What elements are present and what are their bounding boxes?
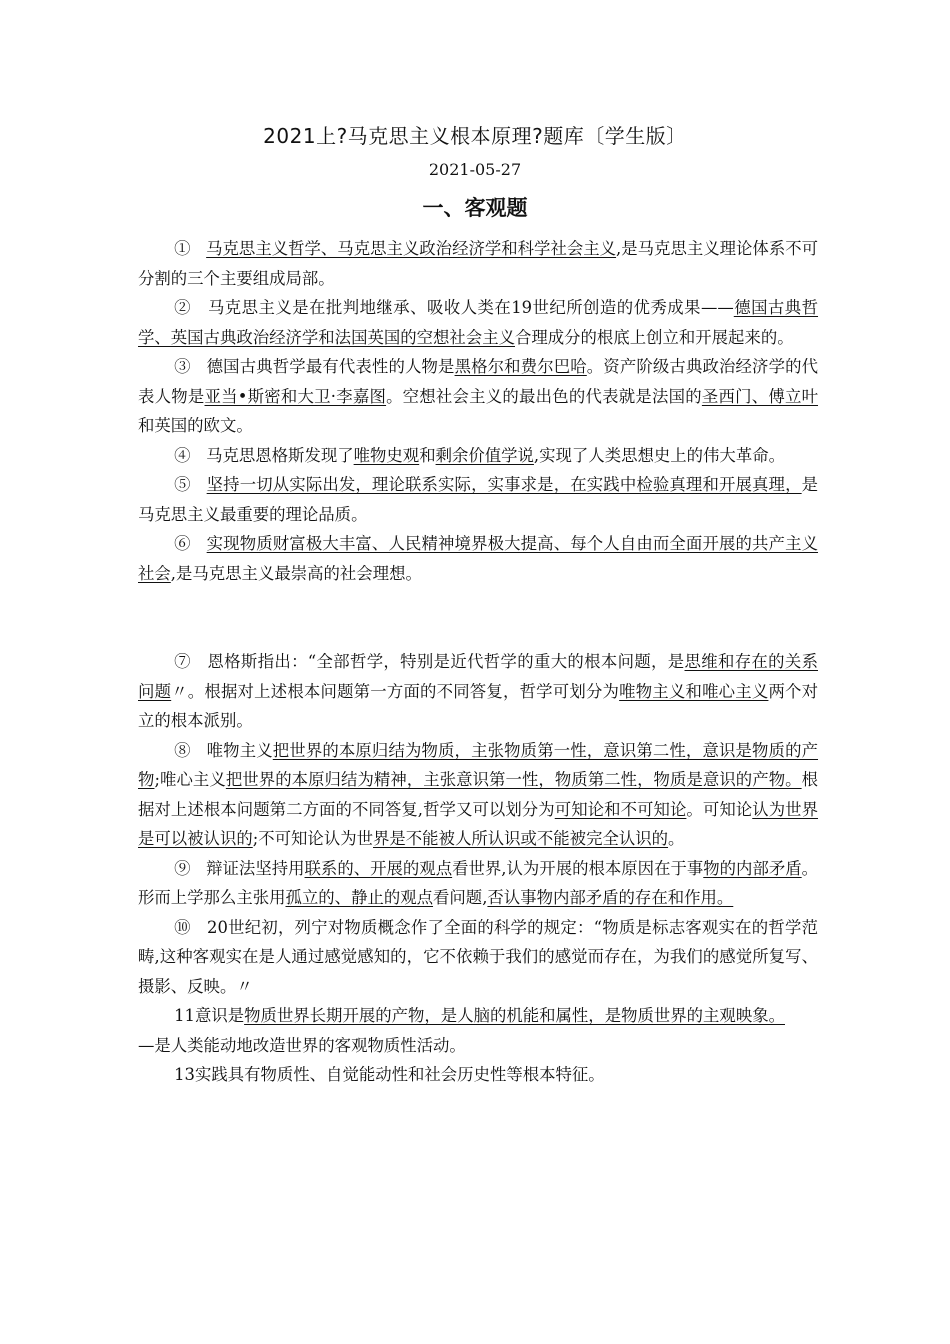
underlined-answer: 界是不能被人所认识或不能被完全认识的	[373, 829, 669, 848]
paragraph-number: ⑤	[174, 475, 191, 494]
underlined-answer: 实现物质财富极大丰富、人民精神境界极大提高、每个人自由而全面开展的共产主义社会	[138, 534, 819, 583]
paragraph	[138, 854, 818, 913]
paragraph-number: ⑥	[174, 534, 191, 553]
paragraph	[138, 234, 818, 293]
paragraph	[138, 529, 818, 588]
underlined-answer: 德国古典哲学、英国古典政治经济学和法国英国的空想社会主义	[138, 298, 819, 347]
document-title: 2021上?马克思主义根本原理?题库〔学生版〕	[263, 124, 687, 148]
text-run: 。形而上学那么主张用	[138, 858, 819, 907]
paragraph-number: 11	[174, 1006, 195, 1025]
text-run: 。空想社会主义的最出色的代表就是法国的	[386, 386, 702, 406]
underlined-answer: 黑格尔和费尔巴哈	[454, 357, 587, 376]
underlined-answer: 认为世界是可以被认识的	[138, 799, 819, 848]
underlined-answer: 唯物主义和唯心主义	[619, 681, 769, 701]
paragraph-gap	[138, 588, 818, 647]
underlined-answer: 坚持一切从实际出发，理论联系实际，实事求是，在实践中检验真理和开展真理，	[206, 475, 802, 494]
text-run: 。资产阶级古典政治经济学的代表人物是	[138, 357, 819, 406]
underlined-answer: 亚当•斯密和大卫·李嘉图	[204, 386, 387, 406]
underlined-answer: 可知论和不可知论	[554, 799, 687, 819]
document-date: 2021-05-27	[428, 160, 522, 179]
document-body	[138, 234, 818, 1090]
text-run: 看问题,	[433, 888, 488, 907]
text-run: ;不可知论认为世	[252, 829, 373, 848]
paragraph	[138, 441, 818, 471]
text-run: 德国古典哲学最有代表性的人物是	[206, 357, 455, 376]
text-run: 。可知论	[686, 799, 753, 819]
paragraph	[138, 352, 818, 441]
paragraph-number: ⑩	[174, 917, 191, 937]
text-run: 根据对上述根本问题第二方面的不同答复,哲学又可以划分为	[138, 770, 818, 819]
text-run: 马克思主义是在批判地继承、吸收人类在19世纪所创造的优秀成果——	[207, 298, 734, 317]
text-run: ;唯心主义	[154, 770, 226, 789]
paragraph-number: ①	[174, 239, 191, 258]
underlined-answer: 唯物史观	[353, 445, 420, 465]
text-run: 和	[419, 445, 436, 465]
underlined-answer: 物质世界长期开展的产物，是人脑的机能和属性，是物质世界的主观映象。	[244, 1006, 785, 1025]
underlined-answer: 物的内部矛盾	[703, 858, 802, 878]
text-run: ,是马克思主义最崇高的社会理想。	[170, 563, 422, 583]
paragraph	[138, 1001, 818, 1031]
text-run: 。	[668, 829, 685, 848]
paragraph	[138, 293, 818, 352]
text-run: 是马克思主义最重要的理论品质。	[138, 475, 819, 524]
text-run: 看世界,认为开展的根本原因在于事	[452, 858, 704, 878]
paragraph-number: ②	[174, 298, 191, 317]
underlined-answer: 马克思主义哲学、马克思主义政治经济学和科学社会主义	[206, 239, 617, 258]
paragraph	[138, 1031, 818, 1061]
text-run: ,是马克思主义理论体系不可分割的三个主要组成局部。	[138, 239, 819, 288]
section-heading: 一、客观题	[422, 196, 528, 220]
text-run: 唯物主义	[206, 740, 273, 760]
underlined-answer: 否认事物内部矛盾的存在和作用。	[487, 888, 734, 907]
paragraph	[138, 1060, 818, 1090]
paragraph-number: ⑦	[174, 652, 191, 671]
paragraph-number: ④	[174, 445, 191, 465]
text-run: 两个对立的根本派别。	[138, 681, 819, 730]
paragraph-number: ⑧	[174, 740, 191, 760]
paragraph-number: 13	[174, 1065, 195, 1084]
underlined-answer: 把世界的本原归结为精神，主张意识第一性，物质第二性，物质是意识的产物。	[225, 770, 802, 789]
paragraph-number: ③	[174, 357, 191, 376]
underlined-answer: 圣西门、傅立叶	[701, 386, 819, 406]
text-run: 辩证法坚持用	[206, 858, 305, 878]
paragraph	[138, 736, 818, 854]
text-run: 合理成分的根底上创立和开展起来的。	[514, 327, 794, 347]
text-run: 和英国的欧文。	[138, 416, 253, 435]
text-run: 意识是	[194, 1006, 245, 1025]
text-run: 马克思恩格斯发现了	[206, 445, 354, 465]
underlined-answer: 孤立的、静止的观点	[285, 888, 434, 907]
underlined-answer: 把世界的本原归结为物质，主张物质第一性，意识第二性，意识是物质的产物	[138, 740, 819, 789]
text-run: 20世纪初，列宁对物质概念作了全面的科学的规定：“物质是标志客观实在的哲学范畴,这种客观实在是人通过感觉感知的，它不依赖于我们的感觉而存在，为我们的感觉所复写、摄影、反映。〃	[138, 917, 819, 996]
text-run: —是人类能动地改造世界的客观物质性活动。	[138, 1035, 466, 1055]
paragraph	[138, 470, 818, 529]
paragraph-number: ⑨	[174, 858, 191, 878]
underlined-answer: 联系的、开展的观点	[304, 858, 453, 878]
text-run: ,实现了人类思想史上的伟大革命。	[533, 445, 785, 465]
underlined-answer: 剩余价值学说	[435, 445, 534, 465]
text-run: 〃。根据对上述根本问题第一方面的不同答复，哲学可划分为	[171, 681, 620, 701]
text-run: 实践具有物质性、自觉能动性和社会历史性等根本特征。	[194, 1065, 605, 1084]
paragraph	[138, 647, 818, 736]
text-run: 恩格斯指出：“全部哲学，特别是近代哲学的重大的根本问题，是	[207, 652, 685, 671]
underlined-answer: 思维和存在的关系问题	[138, 652, 818, 701]
paragraph	[138, 913, 818, 1002]
